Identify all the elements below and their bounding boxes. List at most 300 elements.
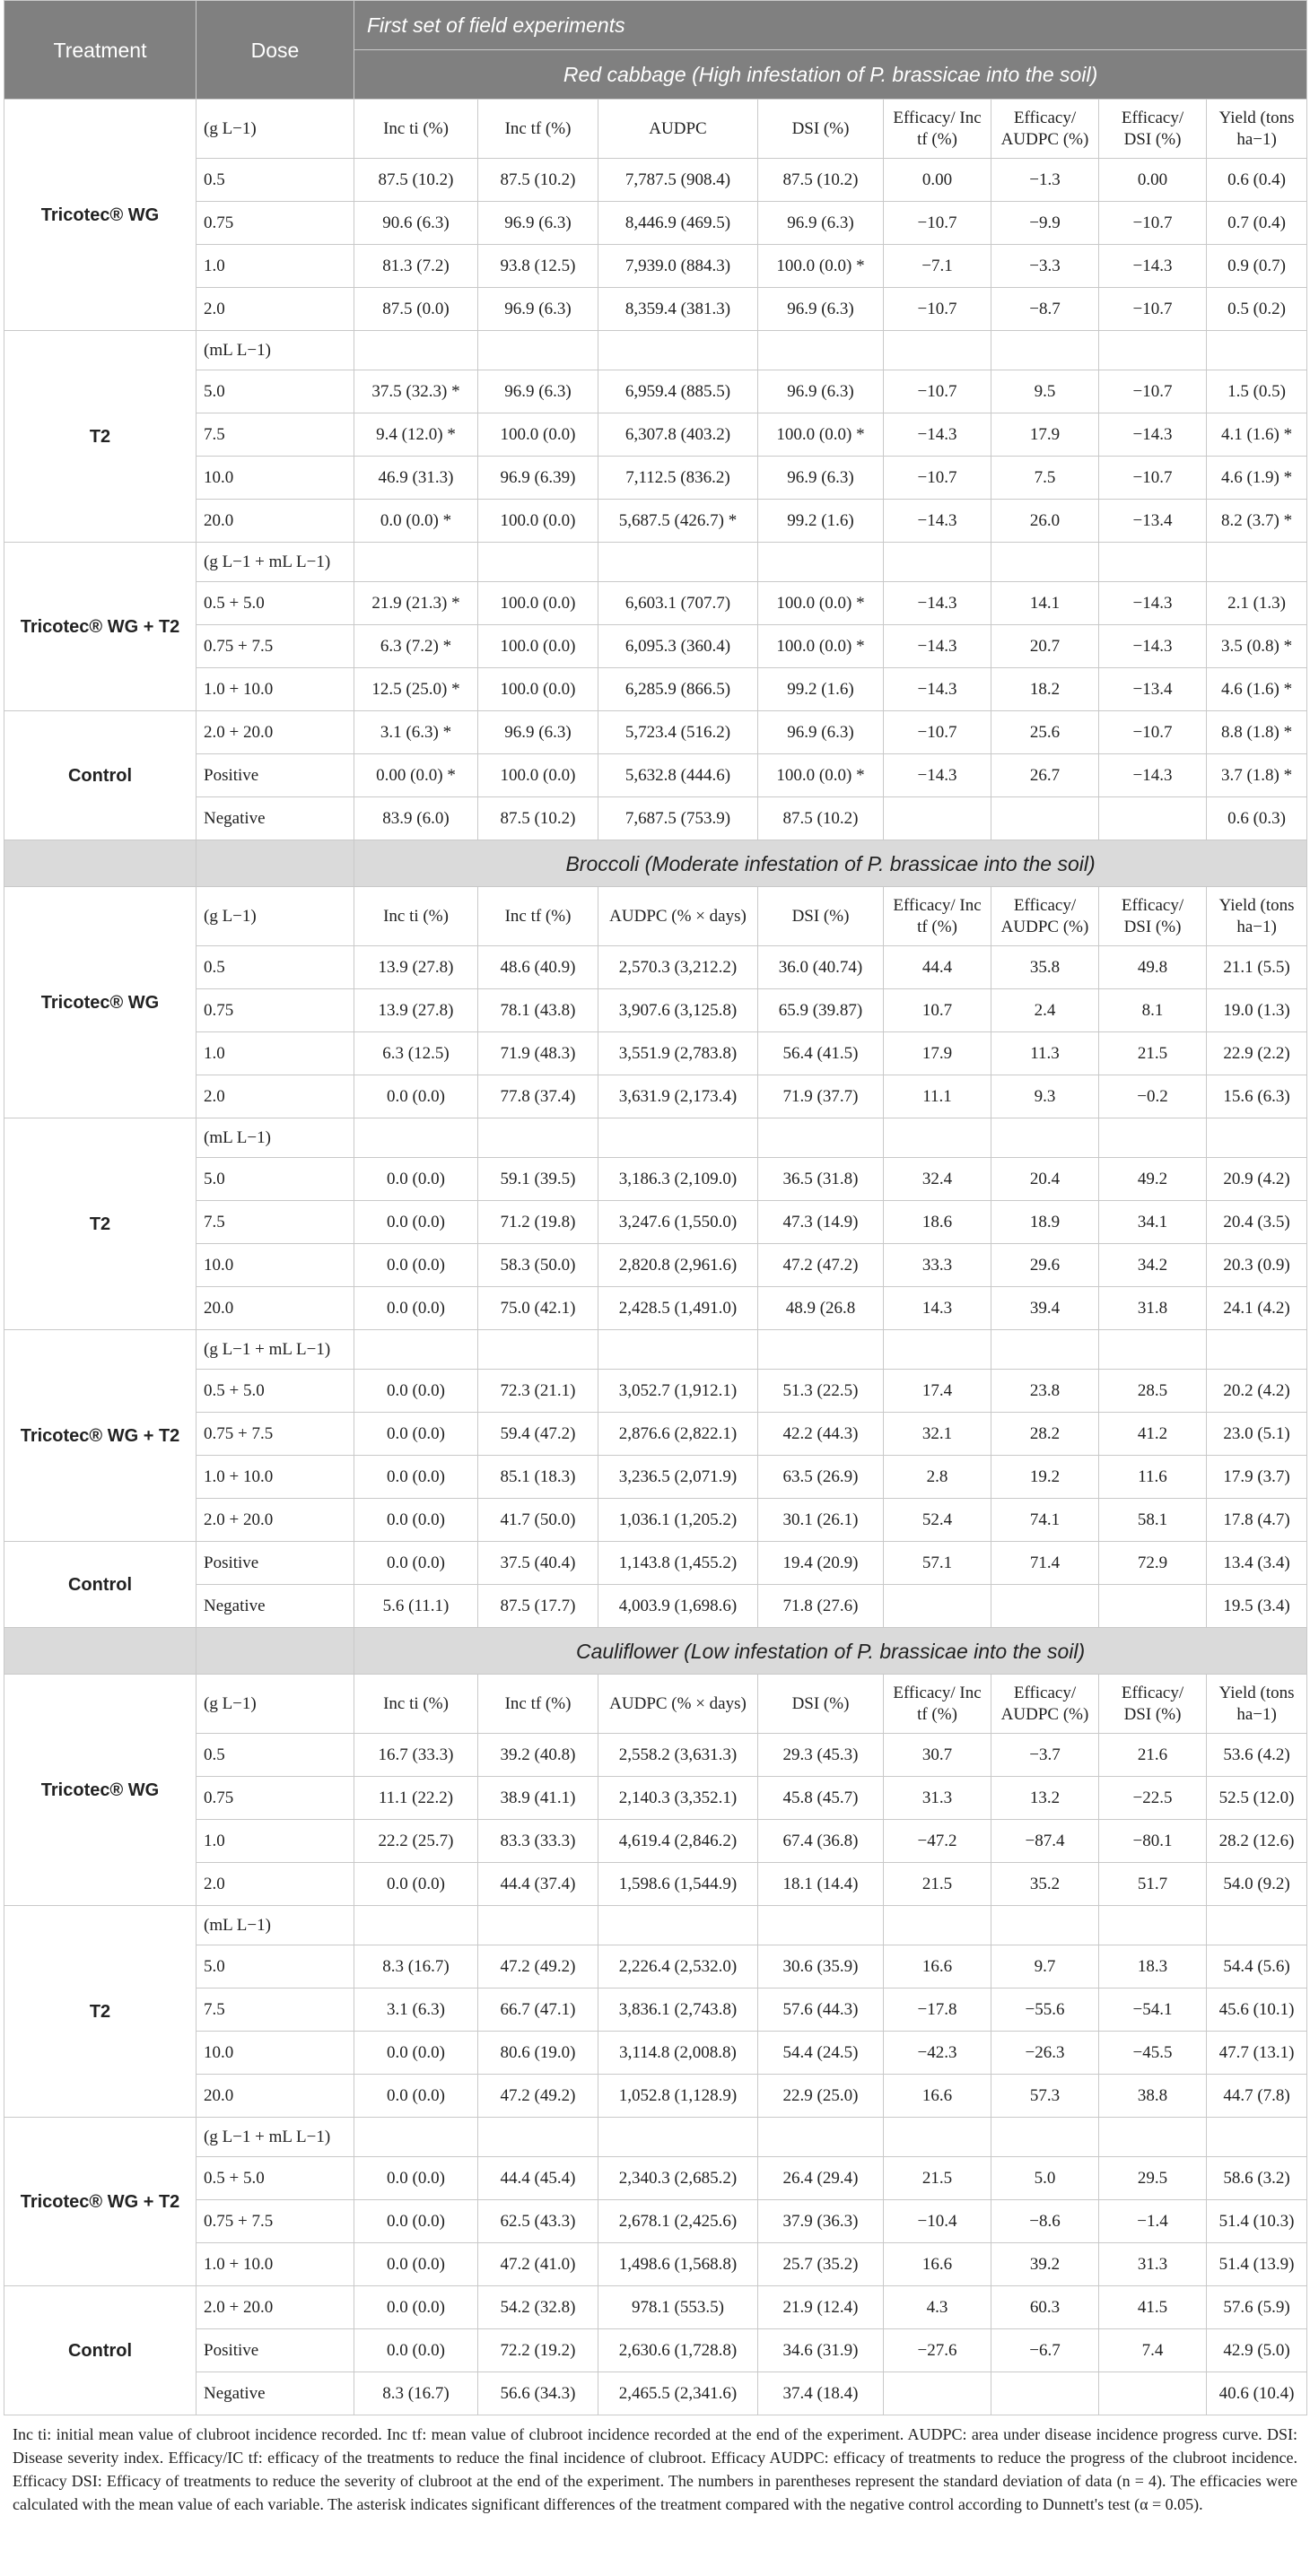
value-cell: 96.9 (6.3): [478, 202, 598, 245]
value-cell: 1.5 (0.5): [1207, 370, 1307, 413]
red_cabbage-t2-unit-row: [4, 331, 1307, 370]
value-cell: 5,632.8 (444.6): [598, 754, 758, 797]
broccoli-control-row: [4, 1542, 1307, 1585]
empty-cell: [991, 331, 1099, 370]
broccoli-combo-unit-row: [4, 1330, 1307, 1370]
value-cell: 28.5: [1099, 1370, 1207, 1413]
value-cell: −10.7: [884, 370, 991, 413]
value-cell: 17.9: [991, 413, 1099, 457]
empty-cell: [478, 1906, 598, 1945]
value-cell: 65.9 (39.87): [758, 989, 884, 1032]
value-cell: −3.7: [991, 1734, 1099, 1777]
value-cell: 100.0 (0.0): [478, 625, 598, 668]
value-cell: 2.8: [884, 1456, 991, 1499]
value-cell: 41.5: [1099, 2286, 1207, 2329]
section-spacer: [4, 840, 196, 887]
value-cell: 4.6 (1.9) *: [1207, 457, 1307, 500]
value-cell: 52.4: [884, 1499, 991, 1542]
value-cell: 19.0 (1.3): [1207, 989, 1307, 1032]
red_cabbage-control-row: [4, 797, 1307, 840]
red_cabbage-combo-row: [4, 625, 1307, 668]
red_cabbage-tricotec-row: [4, 288, 1307, 331]
value-cell: −9.9: [991, 202, 1099, 245]
value-cell: 19.2: [991, 1456, 1099, 1499]
value-cell: 100.0 (0.0) *: [758, 625, 884, 668]
dose-cell: 10.0: [196, 1244, 354, 1287]
cauliflower-tricotec-row: [4, 1734, 1307, 1777]
unit-cell: (mL L−1): [196, 1118, 354, 1158]
value-cell: 18.3: [1099, 1945, 1207, 1989]
value-cell: 3,052.7 (1,912.1): [598, 1370, 758, 1413]
value-cell: 0.6 (0.3): [1207, 797, 1307, 840]
value-cell: −7.1: [884, 245, 991, 288]
column-header: Efficacy/ Inc tf (%): [884, 100, 991, 159]
empty-cell: [991, 1118, 1099, 1158]
value-cell: 4.3: [884, 2286, 991, 2329]
value-cell: 12.5 (25.0) *: [354, 668, 478, 711]
treatment-label: T2: [4, 331, 196, 543]
value-cell: 0.7 (0.4): [1207, 202, 1307, 245]
dose-cell: Positive: [196, 754, 354, 797]
value-cell: 7,112.5 (836.2): [598, 457, 758, 500]
value-cell: 0.0 (0.0): [354, 1201, 478, 1244]
red_cabbage-t2-row: [4, 457, 1307, 500]
empty-cell: [1207, 1330, 1307, 1370]
dose-cell: 0.5: [196, 946, 354, 989]
value-cell: 7.4: [1099, 2329, 1207, 2372]
broccoli-tricotec-row: [4, 1032, 1307, 1075]
value-cell: [884, 1585, 991, 1628]
value-cell: 66.7 (47.1): [478, 1989, 598, 2032]
value-cell: 2,570.3 (3,212.2): [598, 946, 758, 989]
value-cell: 71.8 (27.6): [758, 1585, 884, 1628]
value-cell: 5,723.4 (516.2): [598, 711, 758, 754]
dose-cell: 7.5: [196, 1201, 354, 1244]
cauliflower-control-row: [4, 2372, 1307, 2415]
value-cell: 4.6 (1.6) *: [1207, 668, 1307, 711]
value-cell: [884, 2372, 991, 2415]
dose-cell: 1.0 + 10.0: [196, 2243, 354, 2286]
value-cell: 100.0 (0.0) *: [758, 413, 884, 457]
value-cell: 33.3: [884, 1244, 991, 1287]
cauliflower-t2-row: [4, 2075, 1307, 2118]
section-spacer: [4, 1628, 196, 1675]
empty-cell: [478, 1118, 598, 1158]
value-cell: 99.2 (1.6): [758, 668, 884, 711]
column-header: DSI (%): [758, 887, 884, 946]
value-cell: 47.2 (47.2): [758, 1244, 884, 1287]
value-cell: 0.0 (0.0): [354, 1370, 478, 1413]
dose-cell: 2.0 + 20.0: [196, 2286, 354, 2329]
value-cell: 11.6: [1099, 1456, 1207, 1499]
value-cell: 83.9 (6.0): [354, 797, 478, 840]
value-cell: −22.5: [1099, 1777, 1207, 1820]
value-cell: −10.7: [1099, 457, 1207, 500]
cauliflower-tricotec-row: [4, 1820, 1307, 1863]
footnote: Inc ti: initial mean value of clubroot incidence recorded. Inc tf: mean value of clubroot incidence recorded at the end of the experiment. AUDPC: area under disease incidence progress curve. DSI: Disease severity index. Efficacy/IC tf: efficacy of the treatments to reduce the final incidence of clubroot. Efficacy AUDPC: efficacy of treatments to reduce the progress of the clubroot incidence. Efficacy DSI: Efficacy of treatments to reduce the severity of clubroot at the end of the experiment. The numbers in parentheses represent the standard deviation of data (n = 4). The efficacies were calculated with the mean value of each variable. The asterisk indicates significant differences of the treatment compared with the negative control according to Dunnett's test (α = 0.05).: [13, 2425, 1297, 2513]
value-cell: 59.4 (47.2): [478, 1413, 598, 1456]
dose-cell: 0.75 + 7.5: [196, 1413, 354, 1456]
dose-cell: Negative: [196, 1585, 354, 1628]
value-cell: 13.4 (3.4): [1207, 1542, 1307, 1585]
unit-cell: (g L−1 + mL L−1): [196, 543, 354, 582]
section-title: Broccoli (Moderate infestation of P. brassicae into the soil): [354, 840, 1307, 887]
value-cell: 0.00: [884, 159, 991, 202]
empty-cell: [991, 1906, 1099, 1945]
value-cell: 39.4: [991, 1287, 1099, 1330]
value-cell: 60.3: [991, 2286, 1099, 2329]
dose-cell: 2.0: [196, 1863, 354, 1906]
value-cell: −14.3: [1099, 582, 1207, 625]
value-cell: 2,630.6 (1,728.8): [598, 2329, 758, 2372]
dose-cell: 20.0: [196, 2075, 354, 2118]
dose-cell: 5.0: [196, 370, 354, 413]
value-cell: 32.1: [884, 1413, 991, 1456]
empty-cell: [884, 1330, 991, 1370]
value-cell: 17.4: [884, 1370, 991, 1413]
value-cell: 49.2: [1099, 1158, 1207, 1201]
column-header: Inc tf (%): [478, 887, 598, 946]
value-cell: 90.6 (6.3): [354, 202, 478, 245]
value-cell: 45.8 (45.7): [758, 1777, 884, 1820]
column-header: Efficacy/ DSI (%): [1099, 887, 1207, 946]
empty-cell: [1099, 331, 1207, 370]
value-cell: −87.4: [991, 1820, 1099, 1863]
empty-cell: [1099, 1906, 1207, 1945]
value-cell: 59.1 (39.5): [478, 1158, 598, 1201]
value-cell: 1,036.1 (1,205.2): [598, 1499, 758, 1542]
value-cell: 26.4 (29.4): [758, 2157, 884, 2200]
value-cell: 2.1 (1.3): [1207, 582, 1307, 625]
value-cell: 2,340.3 (2,685.2): [598, 2157, 758, 2200]
value-cell: 34.2: [1099, 1244, 1207, 1287]
unit-cell: (g L−1 + mL L−1): [196, 1330, 354, 1370]
value-cell: 100.0 (0.0): [478, 754, 598, 797]
dose-cell: 1.0: [196, 1820, 354, 1863]
value-cell: −13.4: [1099, 500, 1207, 543]
empty-cell: [598, 543, 758, 582]
value-cell: [1099, 2372, 1207, 2415]
value-cell: 96.9 (6.3): [758, 711, 884, 754]
value-cell: 72.9: [1099, 1542, 1207, 1585]
value-cell: 14.3: [884, 1287, 991, 1330]
value-cell: 2.4: [991, 989, 1099, 1032]
value-cell: 96.9 (6.3): [478, 288, 598, 331]
value-cell: −10.7: [1099, 202, 1207, 245]
value-cell: 56.4 (41.5): [758, 1032, 884, 1075]
red_cabbage-tricotec-row: [4, 245, 1307, 288]
treatment-label: Tricotec® WG: [4, 1675, 196, 1906]
value-cell: −3.3: [991, 245, 1099, 288]
value-cell: 8,359.4 (381.3): [598, 288, 758, 331]
value-cell: 0.0 (0.0): [354, 2075, 478, 2118]
value-cell: 21.9 (12.4): [758, 2286, 884, 2329]
value-cell: 5.6 (11.1): [354, 1585, 478, 1628]
column-header: Inc tf (%): [478, 1675, 598, 1734]
value-cell: 0.0 (0.0): [354, 1287, 478, 1330]
value-cell: 3,551.9 (2,783.8): [598, 1032, 758, 1075]
column-header: DSI (%): [758, 100, 884, 159]
empty-cell: [758, 1906, 884, 1945]
value-cell: [1099, 797, 1207, 840]
value-cell: 75.0 (42.1): [478, 1287, 598, 1330]
value-cell: 25.6: [991, 711, 1099, 754]
value-cell: 0.0 (0.0): [354, 1244, 478, 1287]
value-cell: −10.7: [1099, 288, 1207, 331]
value-cell: 8.3 (16.7): [354, 2372, 478, 2415]
broccoli-t2-unit-row: [4, 1118, 1307, 1158]
dose-cell: 2.0 + 20.0: [196, 711, 354, 754]
value-cell: 56.6 (34.3): [478, 2372, 598, 2415]
value-cell: 21.5: [884, 1863, 991, 1906]
value-cell: 47.2 (41.0): [478, 2243, 598, 2286]
broccoli-combo-row: [4, 1456, 1307, 1499]
empty-cell: [598, 1118, 758, 1158]
value-cell: 87.5 (10.2): [758, 797, 884, 840]
value-cell: 7,787.5 (908.4): [598, 159, 758, 202]
value-cell: 4,003.9 (1,698.6): [598, 1585, 758, 1628]
broccoli-combo-row: [4, 1499, 1307, 1542]
value-cell: 44.4: [884, 946, 991, 989]
value-cell: 11.3: [991, 1032, 1099, 1075]
column-header: Inc ti (%): [354, 1675, 478, 1734]
value-cell: 3,631.9 (2,173.4): [598, 1075, 758, 1118]
value-cell: 96.9 (6.3): [758, 288, 884, 331]
broccoli-tricotec-row: [4, 1075, 1307, 1118]
value-cell: 96.9 (6.3): [478, 370, 598, 413]
column-header: Yield (tons ha−1): [1207, 887, 1307, 946]
dose-cell: 0.75 + 7.5: [196, 2200, 354, 2243]
value-cell: 51.7: [1099, 1863, 1207, 1906]
value-cell: 100.0 (0.0) *: [758, 582, 884, 625]
treatment-label: Tricotec® WG: [4, 100, 196, 331]
value-cell: 63.5 (26.9): [758, 1456, 884, 1499]
broccoli-t2-row: [4, 1201, 1307, 1244]
dose-cell: 2.0: [196, 288, 354, 331]
value-cell: 100.0 (0.0): [478, 413, 598, 457]
value-cell: 0.0 (0.0): [354, 1499, 478, 1542]
value-cell: 51.3 (22.5): [758, 1370, 884, 1413]
dose-cell: 1.0: [196, 1032, 354, 1075]
value-cell: 47.7 (13.1): [1207, 2032, 1307, 2075]
column-header: AUDPC: [598, 100, 758, 159]
cauliflower-t2-row: [4, 1945, 1307, 1989]
value-cell: 42.9 (5.0): [1207, 2329, 1307, 2372]
value-cell: −14.3: [1099, 245, 1207, 288]
empty-cell: [598, 331, 758, 370]
value-cell: 35.8: [991, 946, 1099, 989]
value-cell: 1,498.6 (1,568.8): [598, 2243, 758, 2286]
value-cell: 96.9 (6.3): [758, 202, 884, 245]
value-cell: 9.7: [991, 1945, 1099, 1989]
broccoli-combo-row: [4, 1413, 1307, 1456]
dose-cell: 0.5 + 5.0: [196, 582, 354, 625]
empty-cell: [478, 331, 598, 370]
empty-cell: [598, 1330, 758, 1370]
value-cell: 1,143.8 (1,455.2): [598, 1542, 758, 1585]
column-header: Efficacy/ DSI (%): [1099, 100, 1207, 159]
treatment-label: Control: [4, 711, 196, 840]
value-cell: 0.0 (0.0): [354, 1456, 478, 1499]
empty-cell: [354, 2118, 478, 2157]
value-cell: −10.7: [1099, 370, 1207, 413]
value-cell: 72.3 (21.1): [478, 1370, 598, 1413]
value-cell: 36.5 (31.8): [758, 1158, 884, 1201]
value-cell: 62.5 (43.3): [478, 2200, 598, 2243]
value-cell: 9.4 (12.0) *: [354, 413, 478, 457]
value-cell: 29.6: [991, 1244, 1099, 1287]
empty-cell: [478, 1330, 598, 1370]
column-header: Yield (tons ha−1): [1207, 1675, 1307, 1734]
value-cell: 6,095.3 (360.4): [598, 625, 758, 668]
empty-cell: [354, 1906, 478, 1945]
empty-cell: [991, 1330, 1099, 1370]
value-cell: 16.6: [884, 2075, 991, 2118]
cauliflower-combo-row: [4, 2200, 1307, 2243]
value-cell: 13.2: [991, 1777, 1099, 1820]
empty-cell: [758, 1330, 884, 1370]
dose-cell: 20.0: [196, 500, 354, 543]
column-header: Efficacy/ AUDPC (%): [991, 1675, 1099, 1734]
value-cell: 87.5 (10.2): [478, 159, 598, 202]
value-cell: 37.5 (32.3) *: [354, 370, 478, 413]
empty-cell: [758, 543, 884, 582]
value-cell: 0.0 (0.0): [354, 2200, 478, 2243]
value-cell: 57.3: [991, 2075, 1099, 2118]
value-cell: 100.0 (0.0): [478, 668, 598, 711]
value-cell: 2,226.4 (2,532.0): [598, 1945, 758, 1989]
value-cell: 2,876.6 (2,822.1): [598, 1413, 758, 1456]
value-cell: 0.0 (0.0): [354, 2032, 478, 2075]
value-cell: 39.2 (40.8): [478, 1734, 598, 1777]
value-cell: −47.2: [884, 1820, 991, 1863]
value-cell: 31.3: [1099, 2243, 1207, 2286]
value-cell: 77.8 (37.4): [478, 1075, 598, 1118]
column-header: Efficacy/ AUDPC (%): [991, 100, 1099, 159]
value-cell: −14.3: [884, 754, 991, 797]
broccoli-t2-row: [4, 1287, 1307, 1330]
empty-cell: [758, 331, 884, 370]
value-cell: 44.4 (45.4): [478, 2157, 598, 2200]
value-cell: 31.8: [1099, 1287, 1207, 1330]
value-cell: 24.1 (4.2): [1207, 1287, 1307, 1330]
dose-cell: 0.75 + 7.5: [196, 625, 354, 668]
value-cell: 87.5 (10.2): [758, 159, 884, 202]
dose-cell: 2.0: [196, 1075, 354, 1118]
value-cell: 47.2 (49.2): [478, 2075, 598, 2118]
dose-cell: 7.5: [196, 1989, 354, 2032]
empty-cell: [354, 1118, 478, 1158]
value-cell: 16.6: [884, 1945, 991, 1989]
value-cell: 0.0 (0.0) *: [354, 500, 478, 543]
dose-cell: 1.0: [196, 245, 354, 288]
red_cabbage-combo-row: [4, 582, 1307, 625]
value-cell: 58.6 (3.2): [1207, 2157, 1307, 2200]
value-cell: −42.3: [884, 2032, 991, 2075]
unit-cell: (mL L−1): [196, 1906, 354, 1945]
value-cell: −14.3: [1099, 413, 1207, 457]
value-cell: −10.7: [884, 457, 991, 500]
value-cell: 96.9 (6.39): [478, 457, 598, 500]
value-cell: −10.7: [884, 711, 991, 754]
dose-cell: 0.75: [196, 1777, 354, 1820]
red_cabbage-tricotec-row: [4, 159, 1307, 202]
value-cell: 26.0: [991, 500, 1099, 543]
value-cell: −0.2: [1099, 1075, 1207, 1118]
value-cell: 14.1: [991, 582, 1099, 625]
value-cell: 13.9 (27.8): [354, 989, 478, 1032]
value-cell: 93.8 (12.5): [478, 245, 598, 288]
value-cell: −10.7: [1099, 711, 1207, 754]
cauliflower-t2-row: [4, 1989, 1307, 2032]
value-cell: 100.0 (0.0) *: [758, 245, 884, 288]
value-cell: 20.4: [991, 1158, 1099, 1201]
column-header: Efficacy/ Inc tf (%): [884, 1675, 991, 1734]
empty-cell: [884, 2118, 991, 2157]
red_cabbage-combo-unit-row: [4, 543, 1307, 582]
value-cell: 0.0 (0.0): [354, 2286, 478, 2329]
value-cell: 71.4: [991, 1542, 1099, 1585]
broccoli-combo-row: [4, 1370, 1307, 1413]
value-cell: −14.3: [884, 668, 991, 711]
empty-cell: [1099, 543, 1207, 582]
column-header: Efficacy/ DSI (%): [1099, 1675, 1207, 1734]
value-cell: 54.2 (32.8): [478, 2286, 598, 2329]
column-header: Yield (tons ha−1): [1207, 100, 1307, 159]
value-cell: 37.9 (36.3): [758, 2200, 884, 2243]
value-cell: 49.8: [1099, 946, 1207, 989]
value-cell: 0.0 (0.0): [354, 1863, 478, 1906]
value-cell: 11.1 (22.2): [354, 1777, 478, 1820]
value-cell: 17.8 (4.7): [1207, 1499, 1307, 1542]
value-cell: 18.2: [991, 668, 1099, 711]
value-cell: 87.5 (10.2): [478, 797, 598, 840]
results-table: [4, 0, 1307, 2415]
empty-cell: [354, 1330, 478, 1370]
value-cell: 1,598.6 (1,544.9): [598, 1863, 758, 1906]
value-cell: 978.1 (553.5): [598, 2286, 758, 2329]
dose-cell: 10.0: [196, 457, 354, 500]
value-cell: 3.5 (0.8) *: [1207, 625, 1307, 668]
value-cell: 100.0 (0.0) *: [758, 754, 884, 797]
cauliflower-combo-unit-row: [4, 2118, 1307, 2157]
empty-cell: [1099, 1330, 1207, 1370]
value-cell: 52.5 (12.0): [1207, 1777, 1307, 1820]
dose-cell: Positive: [196, 1542, 354, 1585]
value-cell: 6,285.9 (866.5): [598, 668, 758, 711]
value-cell: 0.0 (0.0): [354, 1413, 478, 1456]
value-cell: 17.9: [884, 1032, 991, 1075]
value-cell: 20.7: [991, 625, 1099, 668]
value-cell: 15.6 (6.3): [1207, 1075, 1307, 1118]
empty-cell: [1207, 331, 1307, 370]
cauliflower-t2-unit-row: [4, 1906, 1307, 1945]
value-cell: 20.4 (3.5): [1207, 1201, 1307, 1244]
broccoli-tricotec-unit-row: [4, 887, 1307, 946]
broccoli-t2-row: [4, 1158, 1307, 1201]
value-cell: 47.3 (14.9): [758, 1201, 884, 1244]
value-cell: 29.3 (45.3): [758, 1734, 884, 1777]
value-cell: 83.3 (33.3): [478, 1820, 598, 1863]
broccoli-section-row: [4, 840, 1307, 887]
cauliflower-control-row: [4, 2286, 1307, 2329]
value-cell: [884, 797, 991, 840]
value-cell: −17.8: [884, 1989, 991, 2032]
dose-cell: 0.5: [196, 1734, 354, 1777]
value-cell: 3.1 (6.3): [354, 1989, 478, 2032]
table-body: [4, 1, 1307, 2415]
empty-cell: [758, 2118, 884, 2157]
